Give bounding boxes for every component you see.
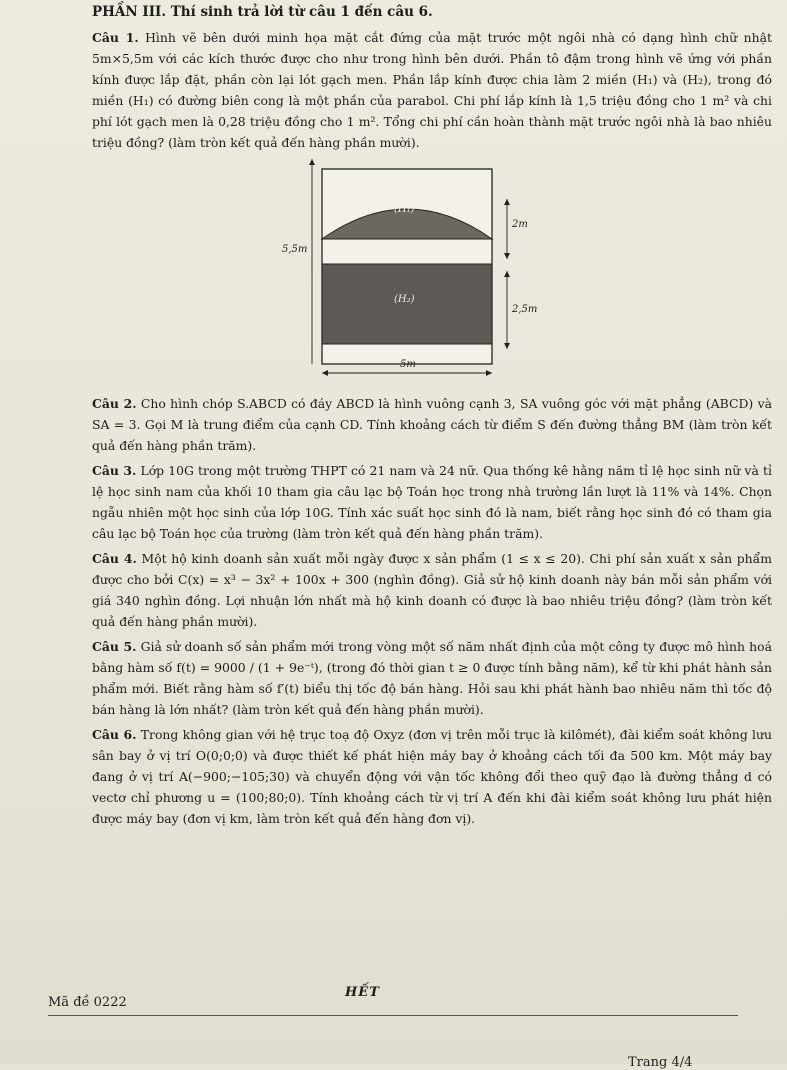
section-title: PHẦN III. Thí sinh trả lời từ câu 1 đến câu 6. <box>92 4 433 20</box>
question-5-text: Giả sử doanh số sản phẩm mới trong vòng một số năm nhất định của một công ty được mô hình hoá bằng hàm số f(t) = 9000 / (1 + 9e⁻ᵗ), (trong đó thời gian t ≥ 0 được tính bằng năm), kể từ khi phát hành sản phẩm mới. Biết rằng hàm số f′(t) biểu thị tốc độ bán hàng. Hỏi sau khi phát hành bao nhiêu năm thì tốc độ bán hàng là lớn nhất? (làm tròn kết quả đến hàng phần mười). <box>92 639 772 717</box>
question-5 <box>92 636 772 720</box>
end-mark: HẾT <box>345 985 380 1000</box>
question-6 <box>92 724 772 829</box>
question-1 <box>92 27 772 153</box>
question-1-label: Câu 1. <box>92 30 139 45</box>
height-top-label: 2m <box>512 219 528 230</box>
question-5-label: Câu 5. <box>92 639 137 654</box>
footer-divider <box>48 1015 738 1016</box>
h2-label: (H₂) <box>394 294 415 305</box>
question-2-text: Cho hình chóp S.ABCD có đáy ABCD là hình vuông cạnh 3, SA vuông góc với mặt phẳng (ABCD) và SA = 3. Gọi M là trung điểm của cạnh CD. Tính khoảng cách từ điểm S đến đường thẳng BM (làm tròn kết quả đến hàng phần trăm). <box>92 396 772 453</box>
h1-label: (H₁) <box>394 204 415 215</box>
question-6-text: Trong không gian với hệ trục toạ độ Oxyz (đơn vị trên mỗi trục là kilômét), đài kiểm soát không lưu sân bay ở vị trí O(0;0;0) và được thiết kế phát hiện máy bay ở khoảng cách tối đa 500 km. Một máy bay đang ở vị trí A(−900;−105;30) và chuyển động với vận tốc không đổi theo quỹ đạo là đường thẳng d có vectơ chỉ phương u = (100;80;0). Tính khoảng cách từ vị trí A đến khi đài kiểm soát không lưu phát hiện được máy bay (đơn vị km, làm tròn kết quả đến hàng đơn vị). <box>92 727 772 826</box>
exam-code: Mã đề 0222 <box>48 995 127 1010</box>
document-body <box>92 2 772 833</box>
page-number: Trang 4/4 <box>628 1055 693 1070</box>
question-3-label: Câu 3. <box>92 463 137 478</box>
question-3 <box>92 460 772 544</box>
question-4-text: Một hộ kinh doanh sản xuất mỗi ngày được x sản phẩm (1 ≤ x ≤ 20). Chi phí sản xuất x sản phẩm được cho bởi C(x) = x³ − 3x² + 100x + 300 (nghìn đồng). Giả sử hộ kinh doanh này bán mỗi sản phẩm với giá 340 nghìn đồng. Lợi nhuận lớn nhất mà hộ kinh doanh có được là bao nhiêu triệu đồng? (làm tròn kết quả đến hàng phần mười). <box>92 551 772 629</box>
question-6-label: Câu 6. <box>92 727 137 742</box>
question-4-label: Câu 4. <box>92 551 137 566</box>
height-bottom-label: 2,5m <box>512 304 538 315</box>
question-2-label: Câu 2. <box>92 396 137 411</box>
house-facade-figure <box>282 159 542 389</box>
height-total-label: 5,5m <box>282 244 308 255</box>
question-2 <box>92 393 772 456</box>
question-4 <box>92 548 772 632</box>
question-1-text: Hình vẽ bên dưới minh họa mặt cắt đứng của mặt trước một ngôi nhà có dạng hình chữ nhật 5m×5,5m với các kích thước được cho như trong hình bên dưới. Phần tô đậm trong hình vẽ ứng với phần kính được lắp đặt, phần còn lại lót gạch men. Phần lắp kính được chia làm 2 miền (H₁) và (H₂), trong đó miền (H₁) có đường biên cong là một phần của parabol. Chi phí lắp kính là 1,5 triệu đồng cho 1 m² và chi phí lót gạch men là 0,28 triệu đồng cho 1 m². Tổng chi phí cần hoàn thành mặt trước ngôi nhà là bao nhiêu triệu đồng? (làm tròn kết quả đến hàng phần mười). <box>92 30 772 150</box>
question-3-text: Lớp 10G trong một trường THPT có 21 nam và 24 nữ. Qua thống kê hằng năm tỉ lệ học sinh nữ và tỉ lệ học sinh nam của khối 10 tham gia câu lạc bộ Toán học trong nhà trường lần lượt là 11% và 14%. Chọn ngẫu nhiên một học sinh của lớp 10G. Tính xác suất học sinh đó là nam, biết rằng học sinh đó có tham gia câu lạc bộ Toán học của trường (làm tròn kết quả đến hàng phần trăm). <box>92 463 772 541</box>
width-label: 5m <box>400 359 416 370</box>
